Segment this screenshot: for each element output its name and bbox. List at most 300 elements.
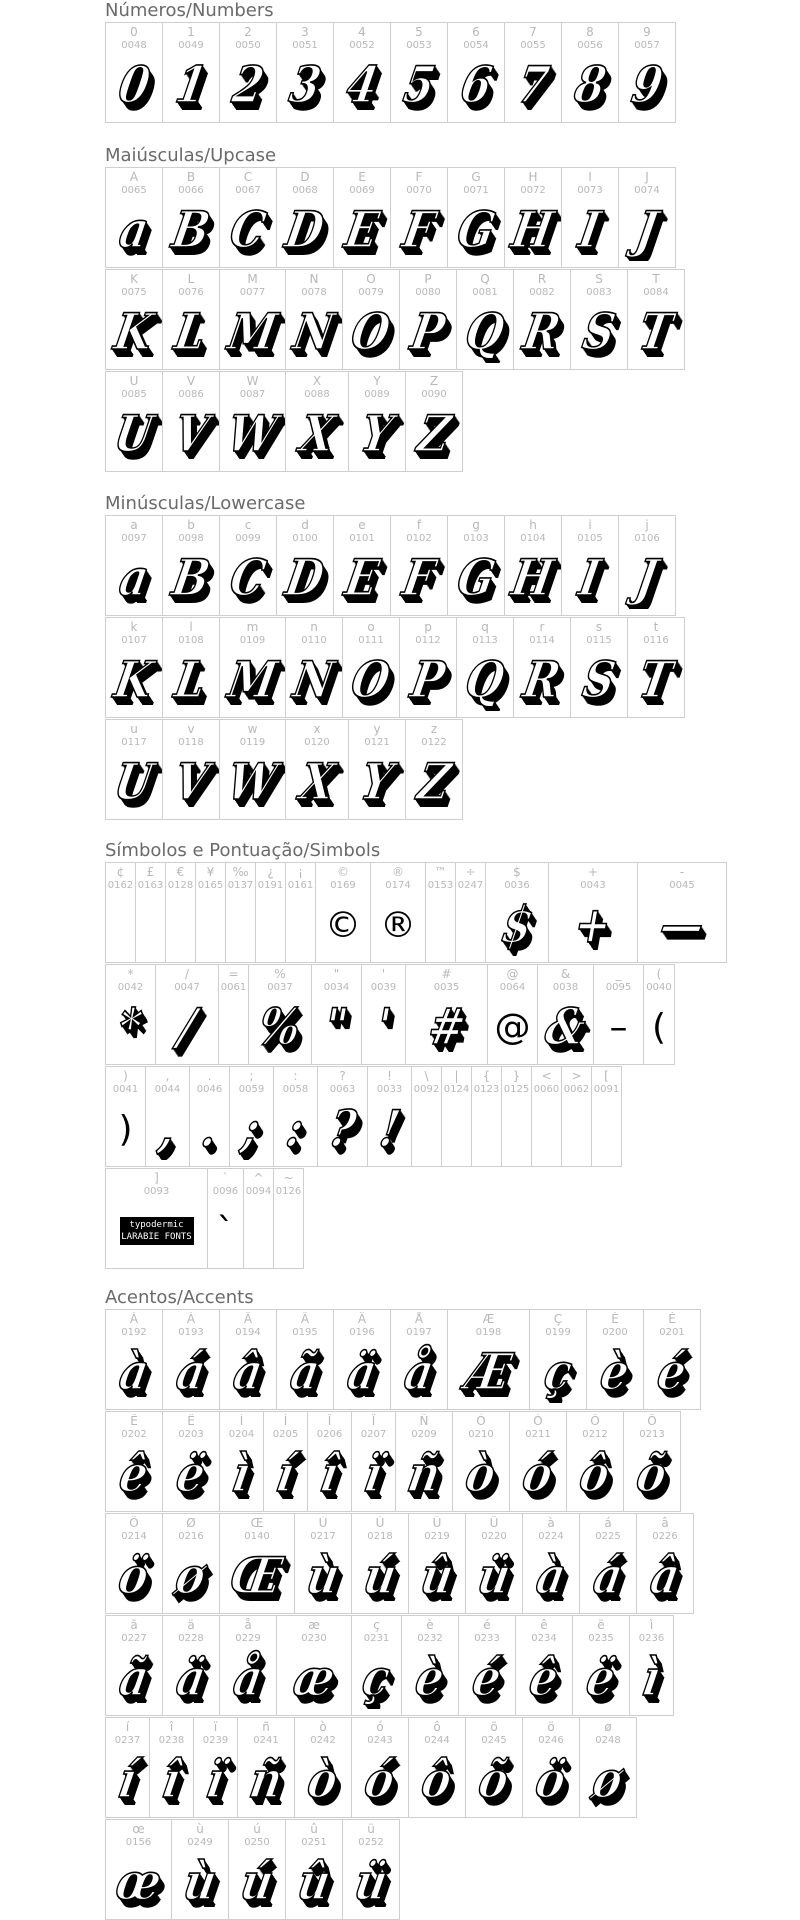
glyph-cell[interactable] xyxy=(162,1615,220,1716)
glyph-row xyxy=(105,1819,399,1920)
glyph-cell[interactable] xyxy=(643,1309,701,1410)
glyph-preview xyxy=(163,1443,219,1505)
glyph-preview xyxy=(391,54,447,116)
glyph-cell[interactable] xyxy=(105,1309,163,1410)
glyph-sample: I xyxy=(574,548,606,607)
glyph-char-label: ! xyxy=(387,1069,392,1083)
glyph-sample: N xyxy=(289,650,339,709)
glyph-cell[interactable] xyxy=(105,269,163,370)
glyph-preview xyxy=(230,1098,273,1160)
glyph-cell[interactable] xyxy=(351,1513,409,1614)
glyph-sample: å xyxy=(400,1342,439,1401)
glyph-cell[interactable] xyxy=(105,167,163,268)
glyph-cell[interactable] xyxy=(390,1309,448,1410)
glyph-sample: ò xyxy=(461,1444,501,1503)
glyph-cell[interactable] xyxy=(219,1513,295,1614)
glyph-code-label: 0216 xyxy=(178,1531,204,1542)
glyph-cell[interactable] xyxy=(285,617,343,718)
glyph-cell[interactable] xyxy=(155,964,219,1065)
glyph-code-label: 0037 xyxy=(267,982,293,993)
glyph-cell[interactable] xyxy=(105,617,163,718)
glyph-cell[interactable] xyxy=(225,862,256,963)
glyph-char-label: 3 xyxy=(301,25,309,39)
glyph-char-label: ù xyxy=(196,1822,204,1836)
glyph-cell[interactable] xyxy=(162,22,220,123)
glyph-cell[interactable] xyxy=(370,862,426,963)
glyph-cell[interactable] xyxy=(162,1411,220,1512)
glyph-cell[interactable] xyxy=(395,1411,453,1512)
glyph-cell[interactable] xyxy=(294,1717,352,1818)
glyph-code-label: 0210 xyxy=(468,1429,494,1440)
glyph-cell[interactable] xyxy=(348,719,406,820)
glyph-sample: ' xyxy=(371,997,396,1056)
glyph-sample: Z xyxy=(413,752,455,811)
glyph-preview xyxy=(638,894,726,956)
glyph-sample: W xyxy=(223,404,282,463)
glyph-cell[interactable] xyxy=(351,1411,396,1512)
glyph-cell[interactable] xyxy=(566,1411,624,1512)
glyph-code-label: 0038 xyxy=(552,982,579,993)
glyph-preview xyxy=(106,1341,162,1403)
glyph-code-label: 0114 xyxy=(529,635,555,646)
glyph-cell[interactable] xyxy=(342,269,400,370)
glyph-preview xyxy=(587,1341,643,1403)
glyph-cell[interactable] xyxy=(219,515,277,616)
glyph-char-label: Ñ xyxy=(419,1414,429,1428)
glyph-cell[interactable] xyxy=(294,1513,352,1614)
glyph-cell[interactable] xyxy=(627,617,685,718)
glyph-cell[interactable] xyxy=(193,1717,238,1818)
glyph-cell[interactable] xyxy=(629,1615,674,1716)
glyph-cell[interactable] xyxy=(276,22,334,123)
glyph-char-label: @ xyxy=(506,967,519,981)
glyph-cell[interactable] xyxy=(145,1066,190,1167)
glyph-cell[interactable] xyxy=(276,1309,334,1410)
glyph-sample: 1 xyxy=(171,55,212,114)
glyph-sample: è xyxy=(596,1342,634,1401)
glyph-preview xyxy=(106,894,135,956)
glyph-cell[interactable] xyxy=(219,617,286,718)
glyph-code-label: 0072 xyxy=(520,185,546,196)
glyph-cell[interactable] xyxy=(219,167,277,268)
glyph-cell[interactable] xyxy=(455,862,486,963)
glyph-cell[interactable] xyxy=(399,269,457,370)
glyph-cell[interactable] xyxy=(105,1717,150,1818)
glyph-cell[interactable] xyxy=(618,515,676,616)
glyph-cell[interactable] xyxy=(452,1411,510,1512)
glyph-cell[interactable] xyxy=(342,617,400,718)
glyph-char-label: ñ xyxy=(262,1720,270,1734)
glyph-char-label: q xyxy=(481,620,489,634)
glyph-preview xyxy=(106,199,162,261)
glyph-code-label: 0118 xyxy=(178,737,204,748)
glyph-cell[interactable] xyxy=(248,964,312,1065)
glyph-sample: J xyxy=(631,200,663,259)
glyph-char-label: € xyxy=(176,865,185,879)
glyph-cell[interactable] xyxy=(513,269,571,370)
glyph-char-label: ] xyxy=(154,1171,159,1185)
glyph-cell[interactable] xyxy=(637,862,727,963)
glyph-cell[interactable] xyxy=(537,964,594,1065)
glyph-cell[interactable] xyxy=(105,515,163,616)
glyph-code-label: 0174 xyxy=(385,880,411,891)
glyph-cell[interactable] xyxy=(333,22,391,123)
glyph-preview xyxy=(220,301,285,363)
glyph-char-label: ò xyxy=(319,1720,327,1734)
glyph-cell[interactable] xyxy=(311,964,362,1065)
glyph-cell[interactable] xyxy=(561,22,619,123)
glyph-cell[interactable] xyxy=(618,22,676,123)
glyph-char-label: u xyxy=(130,722,138,736)
glyph-char-label: $ xyxy=(513,865,521,879)
glyph-cell[interactable] xyxy=(361,964,406,1065)
glyph-sample: O xyxy=(347,302,395,361)
glyph-code-label: 0161 xyxy=(287,880,314,891)
glyph-cell[interactable] xyxy=(285,371,349,472)
glyph-cell[interactable] xyxy=(570,269,628,370)
glyph-char-label: A xyxy=(129,170,139,184)
glyph-sample: û xyxy=(416,1546,458,1605)
glyph-cell[interactable] xyxy=(162,617,220,718)
glyph-cell[interactable] xyxy=(405,719,463,820)
section-title: Maiúsculas/Upcase xyxy=(105,145,277,166)
glyph-cell[interactable] xyxy=(105,22,163,123)
glyph-code-label: 0122 xyxy=(421,737,447,748)
glyph-code-label: 0063 xyxy=(329,1084,356,1095)
glyph-code-label: 0033 xyxy=(376,1084,403,1095)
glyph-cell[interactable] xyxy=(162,371,220,472)
glyph-char-label: s xyxy=(595,620,603,634)
glyph-preview xyxy=(277,1341,333,1403)
glyph-cell[interactable] xyxy=(522,1513,580,1614)
glyph-cell[interactable] xyxy=(593,964,644,1065)
glyph-preview xyxy=(619,547,675,609)
glyph-cell[interactable] xyxy=(591,1066,622,1167)
glyph-code-label: 0248 xyxy=(595,1735,621,1746)
glyph-cell[interactable] xyxy=(105,719,163,820)
glyph-cell[interactable] xyxy=(228,1819,286,1920)
glyph-preview xyxy=(196,894,225,956)
glyph-char-label: ® xyxy=(392,865,404,879)
glyph-sample: ç xyxy=(539,1342,577,1401)
glyph-cell[interactable] xyxy=(285,862,316,963)
glyph-char-label: D xyxy=(300,170,310,184)
glyph-char-label: E xyxy=(358,170,366,184)
glyph-cell[interactable] xyxy=(447,167,505,268)
glyph-sample: O xyxy=(347,650,395,709)
glyph-sample: * xyxy=(114,997,147,1056)
glyph-char-label: È xyxy=(611,1312,619,1326)
glyph-sample: í xyxy=(272,1444,299,1503)
glyph-cell[interactable] xyxy=(485,862,549,963)
glyph-char-label: Z xyxy=(429,374,439,388)
glyph-cell[interactable] xyxy=(105,1819,172,1920)
glyph-cell[interactable] xyxy=(315,862,371,963)
glyph-row xyxy=(105,617,684,718)
glyph-cell[interactable] xyxy=(273,1066,318,1167)
glyph-cell[interactable] xyxy=(162,1513,220,1614)
glyph-cell[interactable] xyxy=(219,1309,277,1410)
glyph-preview xyxy=(163,54,219,116)
glyph-cell[interactable] xyxy=(531,1066,562,1167)
glyph-code-label: 0194 xyxy=(235,1327,261,1338)
glyph-char-label: % xyxy=(274,967,286,981)
glyph-cell[interactable] xyxy=(367,1066,412,1167)
glyph-code-label: 0219 xyxy=(424,1531,450,1542)
glyph-cell[interactable] xyxy=(399,617,457,718)
glyph-code-label: 0232 xyxy=(417,1633,443,1644)
glyph-code-label: 0097 xyxy=(121,533,147,544)
glyph-cell[interactable] xyxy=(219,1411,264,1512)
glyph-char-label: 1 xyxy=(187,25,195,39)
logo-line: typodermic xyxy=(129,1220,184,1230)
glyph-cell[interactable] xyxy=(273,1168,304,1269)
glyph-sample: L xyxy=(170,650,212,709)
glyph-cell[interactable] xyxy=(513,617,571,718)
glyph-cell[interactable] xyxy=(411,1066,442,1167)
glyph-cell[interactable] xyxy=(643,964,675,1065)
glyph-preview xyxy=(549,894,637,956)
glyph-cell[interactable] xyxy=(509,1411,567,1512)
glyph-cell[interactable] xyxy=(342,1819,400,1920)
glyph-cell[interactable] xyxy=(285,269,343,370)
glyph-cell[interactable] xyxy=(285,1819,343,1920)
glyph-sample: ä xyxy=(172,1648,211,1707)
glyph-cell[interactable] xyxy=(579,1717,637,1818)
glyph-preview xyxy=(567,1443,623,1505)
glyph-cell[interactable] xyxy=(219,719,286,820)
glyph-char-label: Ô xyxy=(590,1414,600,1428)
glyph-cell[interactable] xyxy=(317,1066,368,1167)
glyph-row xyxy=(105,719,462,820)
glyph-sample: M xyxy=(223,650,282,709)
glyph-code-label: 0193 xyxy=(178,1327,204,1338)
glyph-code-label: 0247 xyxy=(457,880,484,891)
glyph-cell[interactable] xyxy=(105,1411,163,1512)
glyph-cell[interactable] xyxy=(218,964,249,1065)
glyph-cell[interactable] xyxy=(171,1819,229,1920)
glyph-code-label: 0100 xyxy=(292,533,318,544)
glyph-cell[interactable] xyxy=(465,1513,523,1614)
glyph-cell[interactable] xyxy=(135,862,166,963)
glyph-cell[interactable] xyxy=(586,1309,644,1410)
glyph-char-label: ~ xyxy=(283,1171,294,1185)
glyph-cell[interactable] xyxy=(276,167,334,268)
glyph-cell[interactable] xyxy=(515,1615,573,1716)
glyph-preview xyxy=(562,1098,591,1160)
glyph-cell[interactable] xyxy=(618,167,676,268)
glyph-cell[interactable] xyxy=(408,1513,466,1614)
glyph-cell[interactable] xyxy=(105,1615,163,1716)
glyph-preview xyxy=(409,1545,465,1607)
glyph-preview xyxy=(448,1341,529,1403)
glyph-cell[interactable] xyxy=(458,1615,516,1716)
glyph-preview xyxy=(277,1647,351,1709)
glyph-cell[interactable] xyxy=(579,1513,637,1614)
glyph-cell[interactable] xyxy=(390,22,448,123)
glyph-cell[interactable] xyxy=(229,1066,274,1167)
glyph-code-label: 0198 xyxy=(475,1327,502,1338)
glyph-char-label: W xyxy=(246,374,259,388)
glyph-sample: á xyxy=(589,1546,628,1605)
glyph-cell[interactable] xyxy=(623,1411,681,1512)
glyph-preview xyxy=(256,894,285,956)
glyph-sample: % xyxy=(254,997,306,1056)
glyph-cell[interactable] xyxy=(504,515,562,616)
glyph-preview xyxy=(562,547,618,609)
glyph-char-label: j xyxy=(645,518,649,532)
glyph-cell[interactable] xyxy=(105,964,156,1065)
glyph-sample: 7 xyxy=(513,55,554,114)
glyph-cell[interactable] xyxy=(162,167,220,268)
glyph-cell[interactable] xyxy=(237,1717,295,1818)
glyph-cell[interactable] xyxy=(561,515,619,616)
glyph-cell[interactable] xyxy=(162,515,220,616)
glyph-cell[interactable] xyxy=(333,515,391,616)
glyph-cell[interactable] xyxy=(207,1168,244,1269)
glyph-cell[interactable] xyxy=(441,1066,472,1167)
glyph-preview xyxy=(628,301,684,363)
glyph-cell[interactable] xyxy=(456,269,514,370)
glyph-cell[interactable] xyxy=(219,22,277,123)
glyph-char-label: ê xyxy=(540,1618,548,1632)
glyph-cell[interactable] xyxy=(105,1513,163,1614)
glyph-cell[interactable] xyxy=(219,371,286,472)
glyph-cell[interactable] xyxy=(276,1615,352,1716)
glyph-cell[interactable] xyxy=(390,515,448,616)
glyph-cell[interactable] xyxy=(504,167,562,268)
glyph-cell[interactable] xyxy=(425,862,456,963)
glyph-cell[interactable] xyxy=(348,371,406,472)
glyph-preview xyxy=(343,301,399,363)
glyph-cell[interactable] xyxy=(333,167,391,268)
glyph-cell[interactable] xyxy=(456,617,514,718)
glyph-cell[interactable] xyxy=(219,1615,277,1716)
glyph-cell[interactable] xyxy=(307,1411,352,1512)
glyph-cell[interactable] xyxy=(636,1513,694,1614)
glyph-sample: U xyxy=(110,404,158,463)
glyph-cell[interactable] xyxy=(572,1615,630,1716)
glyph-sample: ó xyxy=(360,1750,400,1809)
glyph-cell[interactable] xyxy=(219,269,286,370)
glyph-cell[interactable] xyxy=(548,862,638,963)
glyph-cell[interactable] xyxy=(447,22,505,123)
glyph-cell[interactable] xyxy=(165,862,196,963)
glyph-sample: . xyxy=(196,1099,223,1158)
glyph-code-label: 0035 xyxy=(433,982,460,993)
glyph-sample: a xyxy=(115,548,154,607)
glyph-cell[interactable] xyxy=(149,1717,194,1818)
glyph-sample: ; xyxy=(238,1099,265,1158)
glyph-char-label: C xyxy=(243,170,253,184)
glyph-cell[interactable] xyxy=(447,515,505,616)
glyph-cell[interactable] xyxy=(263,1411,308,1512)
glyph-cell[interactable] xyxy=(447,1309,530,1410)
glyph-cell[interactable] xyxy=(408,1717,466,1818)
glyph-cell[interactable] xyxy=(405,964,488,1065)
glyph-cell[interactable] xyxy=(405,371,463,472)
glyph-sample: ( xyxy=(651,1006,667,1048)
glyph-cell[interactable] xyxy=(162,719,220,820)
glyph-preview xyxy=(391,1341,447,1403)
glyph-code-label: 0116 xyxy=(643,635,669,646)
glyph-preview xyxy=(349,751,405,813)
glyph-code-label: 0104 xyxy=(520,533,546,544)
glyph-sample: ) xyxy=(118,1108,133,1150)
glyph-char-label: à xyxy=(547,1516,555,1530)
glyph-cell[interactable] xyxy=(471,1066,502,1167)
glyph-cell[interactable] xyxy=(285,719,349,820)
glyph-cell[interactable] xyxy=(529,1309,587,1410)
glyph-sample: E xyxy=(340,548,384,607)
glyph-char-label: ` xyxy=(222,1171,229,1185)
glyph-char-label: Œ xyxy=(250,1516,264,1530)
glyph-cell[interactable] xyxy=(105,862,136,963)
glyph-cell[interactable] xyxy=(189,1066,230,1167)
glyph-cell[interactable] xyxy=(105,1168,208,1269)
glyph-char-label: f xyxy=(416,518,422,532)
glyph-row xyxy=(105,1411,680,1512)
glyph-preview xyxy=(106,1647,162,1709)
glyph-sample: + xyxy=(570,895,617,954)
glyph-cell[interactable] xyxy=(243,1168,274,1269)
glyph-code-label: 0067 xyxy=(235,185,261,196)
glyph-sample: æ xyxy=(289,1648,340,1707)
glyph-cell[interactable] xyxy=(195,862,226,963)
glyph-cell[interactable] xyxy=(401,1615,459,1716)
glyph-cell[interactable] xyxy=(105,1066,146,1167)
glyph-cell[interactable] xyxy=(504,22,562,123)
glyph-char-label: e xyxy=(358,518,366,532)
glyph-code-label: 0252 xyxy=(358,1837,384,1848)
glyph-cell[interactable] xyxy=(351,1717,409,1818)
glyph-cell[interactable] xyxy=(276,515,334,616)
glyph-cell[interactable] xyxy=(487,964,538,1065)
glyph-preview xyxy=(523,1545,579,1607)
glyph-cell[interactable] xyxy=(351,1615,402,1716)
glyph-cell[interactable] xyxy=(570,617,628,718)
glyph-preview xyxy=(532,1098,561,1160)
glyph-char-label: [ xyxy=(604,1069,609,1083)
glyph-code-label: 0113 xyxy=(472,635,498,646)
glyph-cell[interactable] xyxy=(162,269,220,370)
glyph-cell[interactable] xyxy=(561,1066,592,1167)
glyph-char-label: Ö xyxy=(129,1516,139,1530)
glyph-cell[interactable] xyxy=(465,1717,523,1818)
glyph-cell[interactable] xyxy=(522,1717,580,1818)
glyph-preview xyxy=(624,1443,680,1505)
glyph-code-label: 0140 xyxy=(244,1531,270,1542)
glyph-cell[interactable] xyxy=(333,1309,391,1410)
glyph-code-label: 0071 xyxy=(463,185,489,196)
glyph-code-label: 0075 xyxy=(121,287,147,298)
glyph-cell[interactable] xyxy=(105,371,163,472)
glyph-cell[interactable] xyxy=(561,167,619,268)
glyph-preview xyxy=(391,199,447,261)
glyph-cell[interactable] xyxy=(390,167,448,268)
glyph-cell[interactable] xyxy=(255,862,286,963)
glyph-code-label: 0073 xyxy=(577,185,603,196)
glyph-cell[interactable] xyxy=(627,269,685,370)
glyph-preview xyxy=(580,1749,636,1811)
glyph-cell[interactable] xyxy=(501,1066,532,1167)
glyph-preview xyxy=(277,54,333,116)
glyph-sample: ô xyxy=(417,1750,457,1809)
glyph-sample: Q xyxy=(461,302,509,361)
glyph-code-label: 0098 xyxy=(178,533,204,544)
glyph-cell[interactable] xyxy=(162,1309,220,1410)
glyph-code-label: 0233 xyxy=(474,1633,500,1644)
